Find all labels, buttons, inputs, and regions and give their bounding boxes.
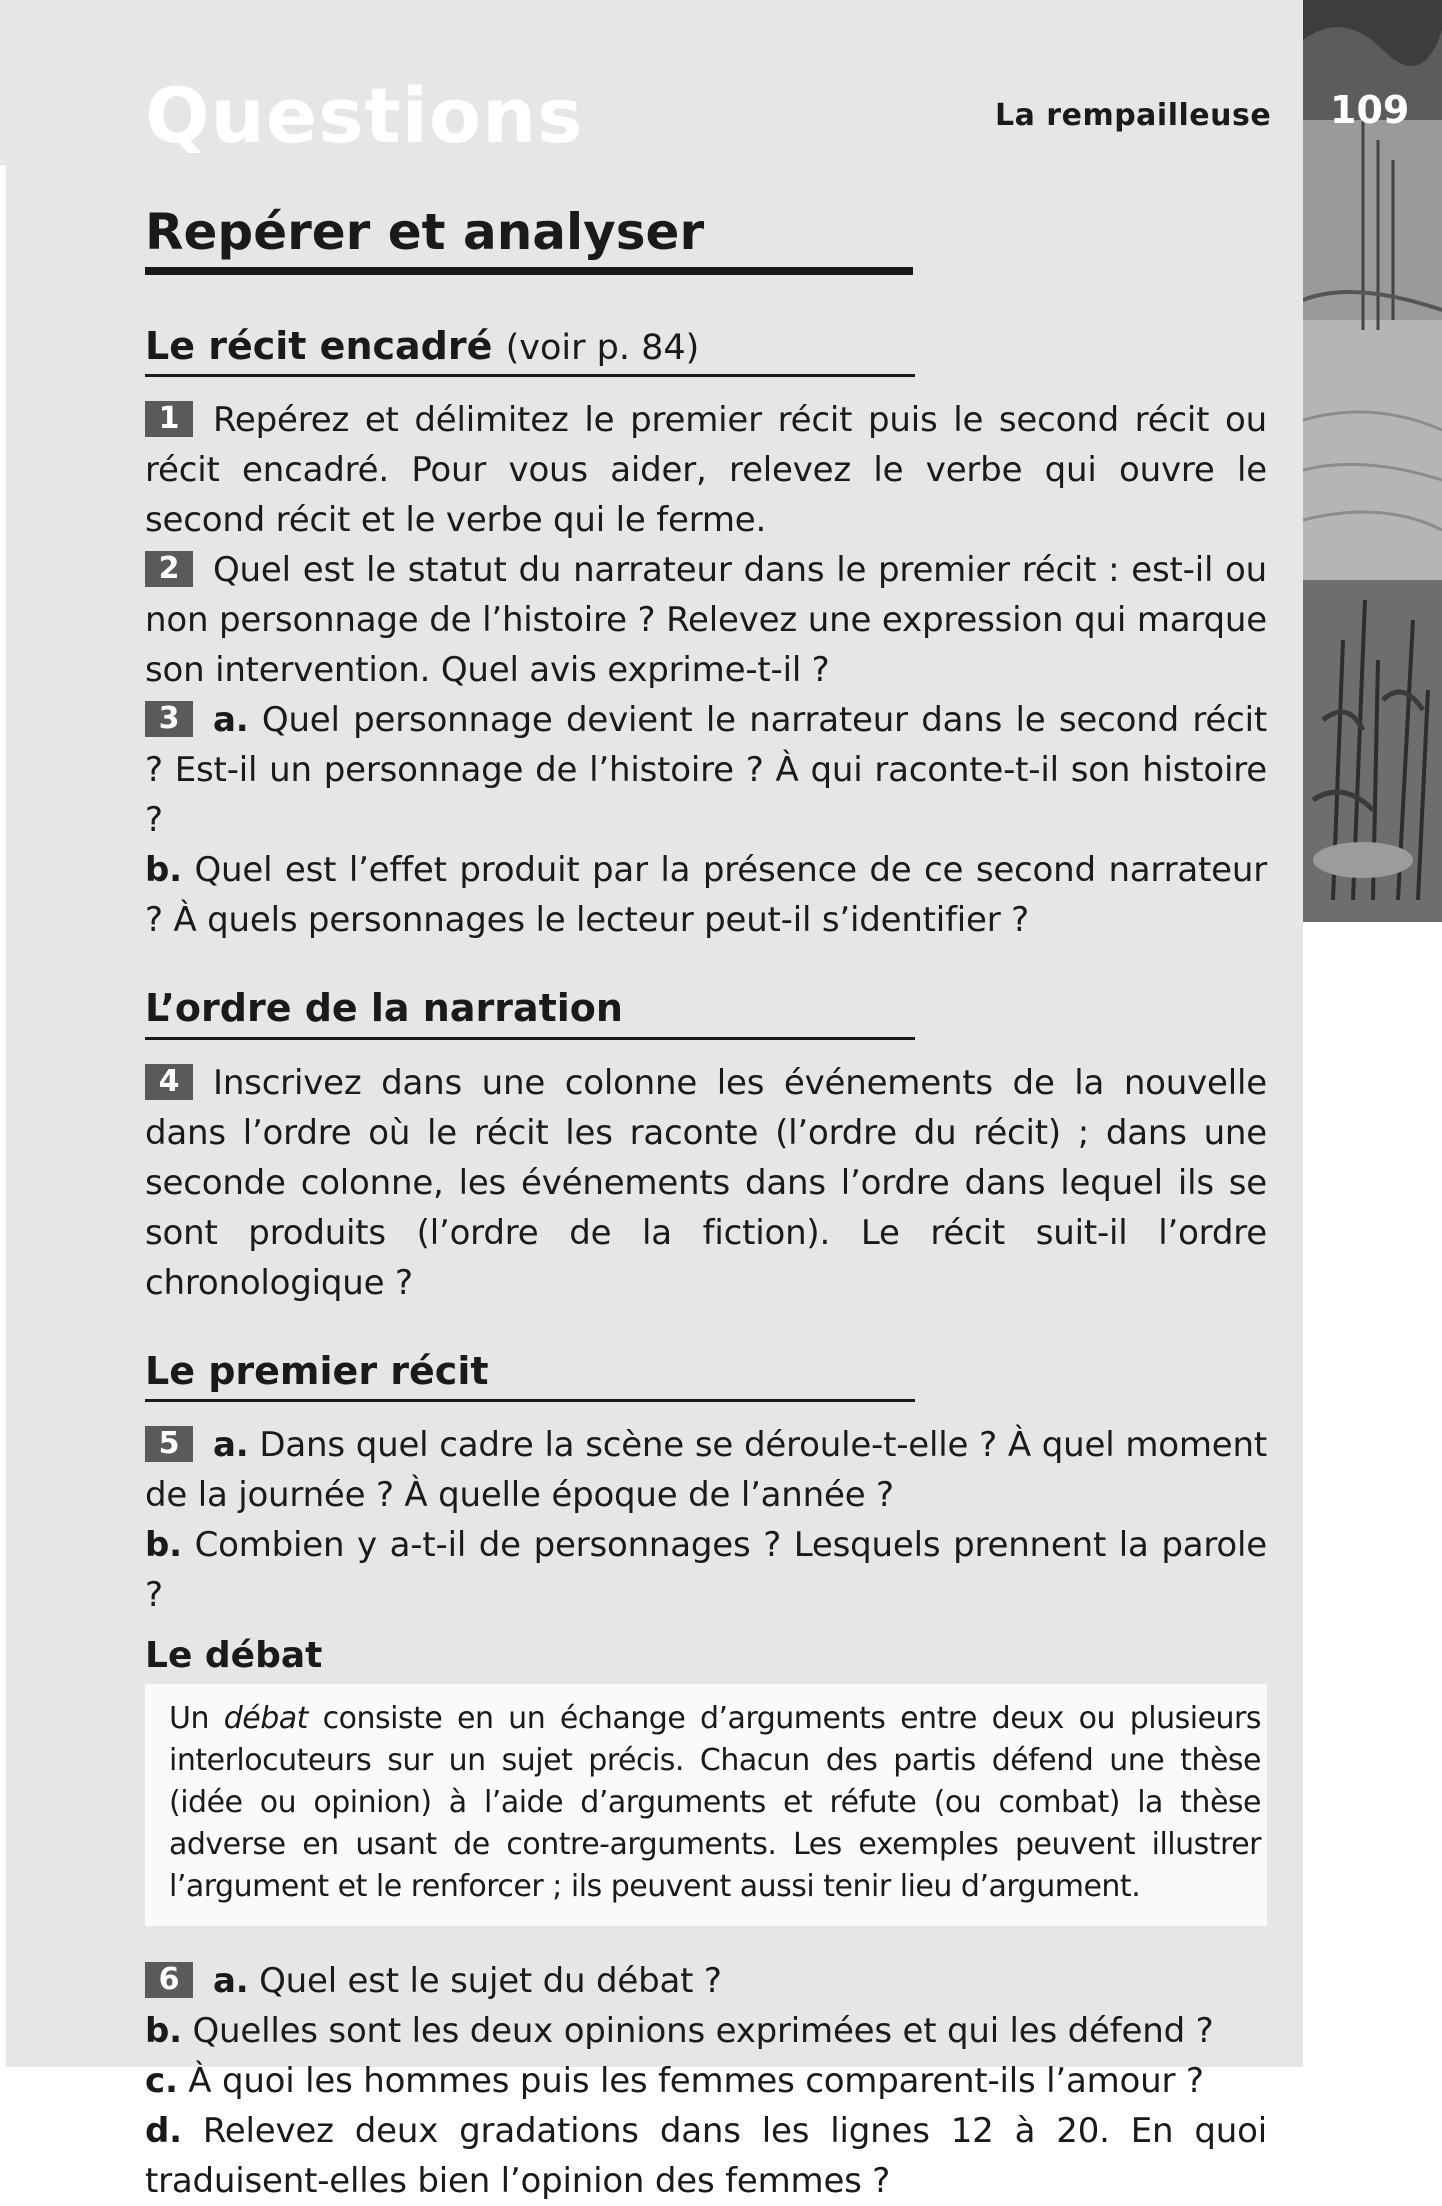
part-label: c. (145, 2060, 178, 2101)
definition-text: consiste en un échange d’arguments entre deux ou plusieurs interlocuteurs sur un sujet précis. Chacun des partis défend une thèse (idée ou opinion) à l’aide d’arguments et réfute (ou combat) la thèse adverse en usant de contre-arguments. Les exemples peuvent illustrer l’argument et le renforcer ; ils peuvent aussi tenir lieu d’argument. (169, 1700, 1262, 1904)
question-5 (145, 1420, 1267, 1620)
definition-intro: Un (169, 1700, 209, 1736)
subsection-recit-encadre (145, 321, 915, 377)
question-text: Quel personnage devient le narrateur dans le second récit ? Est-il un personnage de l’histoire ? À qui raconte-t-il son histoire ? (145, 700, 1268, 841)
question-text: Quel est le sujet du débat ? (259, 1960, 722, 2001)
question-number: 6 (145, 1962, 193, 1998)
section-title: Repérer et analyser (145, 200, 913, 275)
question-text: Quel est le statut du narrateur dans le premier récit : est-il ou non personnage de l’histoire ? Relevez une expression qui marque son intervention. Quel avis exprime-t-il ? (145, 550, 1267, 691)
subsection-title: Le récit encadré (145, 324, 493, 368)
question-text: Relevez deux gradations dans les lignes 12 à 20. En quoi traduisent-elles bien l’opinion des femmes ? (145, 2110, 1267, 2201)
question-number: 1 (145, 401, 193, 437)
question-2 (145, 545, 1267, 695)
subsection-premier-recit: Le premier récit (145, 1346, 915, 1402)
question-text: Combien y a-t-il de personnages ? Lesquels prennent la parole ? (145, 1524, 1268, 1615)
part-label: a. (213, 1960, 249, 2001)
question-text: Dans quel cadre la scène se déroule-t-elle ? À quel moment de la journée ? À quelle époque de l’année ? (145, 1424, 1267, 1515)
question-number: 3 (145, 701, 193, 737)
question-text: Inscrivez dans une colonne les événements de la nouvelle dans l’ordre où le récit les raconte (l’ordre du récit) ; dans une seconde colonne, les événements dans l’ordre dans lequel ils se sont produits (l’ordre de la fiction). Le récit suit-il l’ordre chronologique ? (145, 1062, 1267, 1303)
definition-box (145, 1684, 1267, 1926)
question-1 (145, 395, 1267, 545)
part-label: d. (145, 2110, 182, 2151)
part-label: b. (145, 1524, 182, 1565)
question-number: 5 (145, 1426, 193, 1462)
question-text: Quel est l’effet produit par la présence de ce second narrateur ? À quels personnages le lecteur peut-il s’identifier ? (145, 850, 1268, 941)
question-6 (145, 1956, 1267, 2206)
page-reference: (voir p. 84) (505, 328, 700, 368)
question-text: Quelles sont les deux opinions exprimées et qui les défend ? (192, 2010, 1214, 2051)
question-number: 2 (145, 551, 193, 587)
main-content (145, 200, 1267, 2206)
subsection-ordre-narration: L’ordre de la narration (145, 983, 915, 1039)
question-number: 4 (145, 1064, 193, 1100)
definition-title: Le débat (145, 1634, 323, 1676)
part-label: a. (213, 1424, 249, 1465)
running-head: La rempailleuse (995, 98, 1272, 133)
part-label: b. (145, 2010, 182, 2051)
part-label: b. (145, 850, 182, 891)
part-label: a. (213, 700, 249, 741)
page-edge (0, 165, 6, 2067)
questions-heading: Questions (145, 71, 584, 160)
page-number: 109 (1330, 88, 1410, 132)
side-illustration (1303, 0, 1442, 922)
definition-term: débat (223, 1700, 308, 1736)
question-4 (145, 1058, 1267, 1308)
question-3 (145, 695, 1267, 945)
question-text: Repérez et délimitez le premier récit puis le second récit ou récit encadré. Pour vous aider, relevez le verbe qui ouvre le second récit et le verbe qui le ferme. (145, 400, 1267, 541)
question-text: À quoi les hommes puis les femmes comparent-ils l’amour ? (188, 2060, 1204, 2101)
